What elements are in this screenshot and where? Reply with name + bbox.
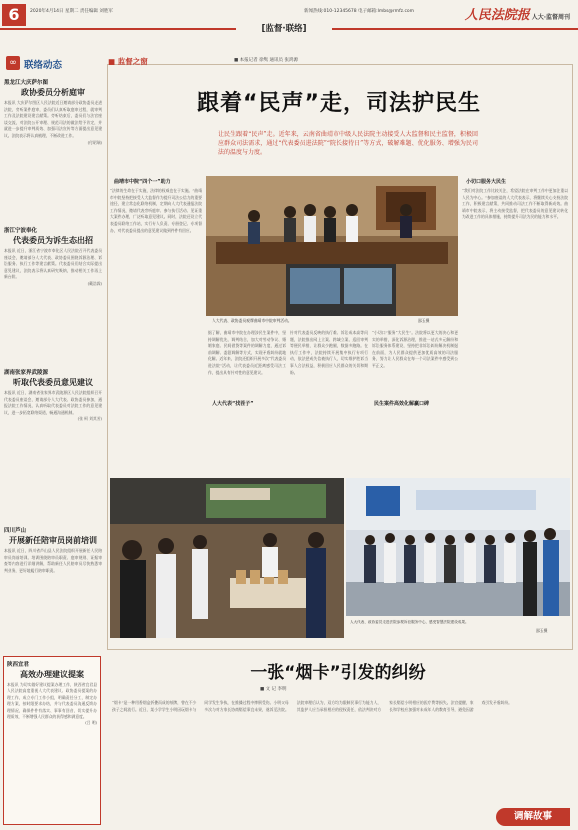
left-section-title: 联络动态 <box>24 60 63 71</box>
left-news-item <box>4 78 102 146</box>
subhead: 曲靖市中院“四个一”助力 <box>114 179 171 185</box>
brand-name: 人民法院报 <box>464 8 530 23</box>
boxed-news-item <box>3 656 101 825</box>
news-source: (张 柯 刘其芳) <box>77 416 102 422</box>
masthead <box>0 0 578 34</box>
boxed-kicker: 陕西宜君 <box>7 662 30 668</box>
article-column: “法律的生命在于实施，法律的权威也在于实施。”曲靖市中院坚持把接受人大监督作为提升司法公信力的重要途径，建立常态化联络机制，定期向人大代表通报法院工作情况，邀请代表旁听庭审、参与执行活动、见证重大案件办理，广泛听取意见建议。同时，法院还设立代表委员联络工作站，实行专人负责、专册登记、专项督办，对代表委员提出的意见建议做到件件有回应。 <box>110 188 202 233</box>
section-tab: [监督·联络] <box>236 22 332 36</box>
left-news-item <box>4 368 102 422</box>
mediation-story-badge: 调解故事 <box>496 808 570 826</box>
article-column: “小切口”服务“大民生”。法院将以更大的决心和更实的举措，深化诉源治理，推进一站式多元解纷和诉讼服务体系建设，坚持把非诉讼纠纷解决机制挺在前面，为人民群众提供更加优质高效的司法服务，努力让人民群众在每一个司法案件中感受到公平正义。 <box>372 330 458 368</box>
news-body: 本报讯 近日，浙江省宁波市奉化区人民法院召开代表委员座谈会，邀请部分人大代表、政协委员围绕诉源治理、诉讼服务、执行工作等建言献策。代表委员们结合实际提出意见建议，法院表示将认真研究吸纳，推动相关工作再上新台阶。 <box>4 248 102 280</box>
exhibition-photo <box>110 478 344 638</box>
article-column: 针对代表委员反映的执行难、诉讼成本高等问题，法院推出网上立案、跨域立案、巡回审判等便民举措，让群众少跑腿，数据多跑路。在执行工作中，法院持续开展集中执行专项行动，依法惩戒失信被执行人，切实维护胜诉当事人合法权益，积极回应人民群众的关切和期盼。 <box>290 330 368 375</box>
bottom-byline: ■ 文 记 李明 <box>260 687 287 692</box>
left-news-item <box>4 526 102 574</box>
news-title: 听取代表委员意见建议 <box>13 378 93 387</box>
courtroom-photo <box>206 176 458 316</box>
subhead: 民生案件高效化解赢口碑 <box>374 401 430 407</box>
news-kicker: 黑龙江大庆萨尔图 <box>4 80 49 86</box>
main-byline: ■ 本报记者 徐隽 通讯员 张鸿源 <box>234 58 298 63</box>
news-kicker: 浙江宁波奉化 <box>4 228 38 234</box>
section-label: ■ 监督之窗 <box>108 57 148 66</box>
article-column: “我们对法院工作比较关注，希望法院在审判工作中更加注重以人民为中心。”参加座谈的人大代表表示，将继续关心支持法院工作，积极建言献策，共同推动司法工作不断取得新成效。曲靖市中院表示，将主动接受监督，把代表委员的意见建议转化为改进工作的具体措施，持续提升司法为民的能力和水平。 <box>462 188 568 220</box>
boxed-source: (吕 明) <box>85 720 97 726</box>
page-number: 6 <box>2 4 26 26</box>
news-kicker: 湖南张家界武陵源 <box>4 370 49 376</box>
main-lede: 让民生跟着“民声”走。近年来，云南省曲靖市中级人民法院主动接受人大监督和民主监督，积极回应群众司法需求，通过“代表委员进法院”“院长接待日”等方式，破解难题、优化服务、增强为民司法的温度与力度。 <box>218 131 478 156</box>
main-headline: 跟着“民声”走，司法护民生 <box>197 91 481 116</box>
news-body: 本报讯 近日，四川省芦山县人民法院组织开展新任人民陪审员岗前培训。培训围绕陪审员职责、庭审规则、证据审查等内容进行详细讲解，帮助新任人民陪审员尽快熟悉审判业务，更好地履行陪审职责。 <box>4 548 102 573</box>
left-news-item <box>4 226 102 287</box>
subhead: 人大代表“找茬子” <box>212 401 254 407</box>
boxed-body: 本报讯 为切实做好建议提案办理工作，陕西省宜君县人民法院高度重视人大代表建议、政协委员提案的办理工作，成立专门工作小组，明确责任分工，制定办理方案，按时限要求办结，并与代表委员沟通反馈办理情况，确保件件有落实、事事有回音，切实提升办理质效，不断增强人民群众的获得感和满意度。 <box>7 682 97 720</box>
photo-credit: 邵玉摄 <box>418 318 430 323</box>
brand-sub: 人大·监督周刊 <box>531 14 570 21</box>
contact-line: 新闻热线:010-12345678 电子邮箱:lmbs@rmfz.com <box>304 9 415 14</box>
news-title: 代表委员为诉生态出招 <box>13 236 93 245</box>
news-source: (戴浩霖) <box>87 280 102 286</box>
photo-credit: 邵玉摄 <box>536 628 548 633</box>
news-source: (付昭瑞) <box>87 139 102 145</box>
news-title: 政协委员分析庭审 <box>21 88 85 97</box>
photo-caption: 人大代表、政协委员观摩曲靖市中院审判活动。 <box>212 318 292 323</box>
photo-caption: 人大代表、政协委员走进法院参观诉讼服务中心，感受智慧法院建设成果。 <box>350 620 469 624</box>
subhead: 小切口服务大民生 <box>466 179 507 185</box>
bottom-headline: 一张“烟卡”引发的纠纷 <box>250 663 426 683</box>
news-kicker: 四川芦山 <box>4 528 27 534</box>
news-title: 开展新任陪审员岗前培训 <box>9 536 97 545</box>
left-column <box>4 56 102 656</box>
visit-photo <box>346 478 570 616</box>
article-column: 据了解，曲靖市中院在办理涉民生案件中，坚持调解优先、调判结合，加大对劳动争议、婚姻家庭、民间借贷等案件的调解力度，通过诉前调解、委派调解等方式，实现矛盾纠纷就地化解。近年来，法院还组织开展多次“代表委员进法院”活动，让代表委员近距离感受司法工作，提出具有针对性的意见建议。 <box>208 330 286 375</box>
boxed-title: 高效办理建议提案 <box>20 670 84 679</box>
bottom-article-body: “烟卡”是一种用香烟盒折叠而成的纸牌，曾在不少孩子之间流行。近日，某小学学生小明因玩烟卡与同学发生争执，在推搡过程中摔倒受伤。小明父母多次与对方家长协商赔偿事宜未果，遂诉至法院。法院审理后认为，双方均为限制民事行为能力人，其监护人应当承担相应的侵权责任，依法判决对方家长赔偿小明相应的医疗费等损失。法官提醒，家长和学校应加强对未成年人的教育引导，避免因游戏引发矛盾纠纷。 <box>112 700 512 712</box>
date-line: 2020年4月14日 星期二 责任编辑 刘胜军 <box>30 9 113 14</box>
newspaper-brand <box>465 4 570 23</box>
news-body: 本报讯 近日，湖南省张家界市武陵源区人民法院组织召开代表委员座谈会，邀请部分人大代表、政协委员参加，通报法院工作情况，认真听取代表委员对法院工作的意见建议，进一步拓宽联络渠道，畅通沟通机制。 <box>4 390 102 415</box>
news-body: 本报讯 大庆萨尔图区人民法院近日邀请部分政协委员走进法院，旁听案件庭审，委员们认真听取庭审过程，就审判工作及法院建设建言献策。旁听结束后，委员们与法官座谈交流，对法院公开审理、规范司法的做法给予肯定，并就进一步提升审判质效、加强司法宣传等方面提出意见建议。法院表示将认真梳理，不断改进工作。 <box>4 100 102 138</box>
link-icon: ∞ <box>6 56 20 70</box>
